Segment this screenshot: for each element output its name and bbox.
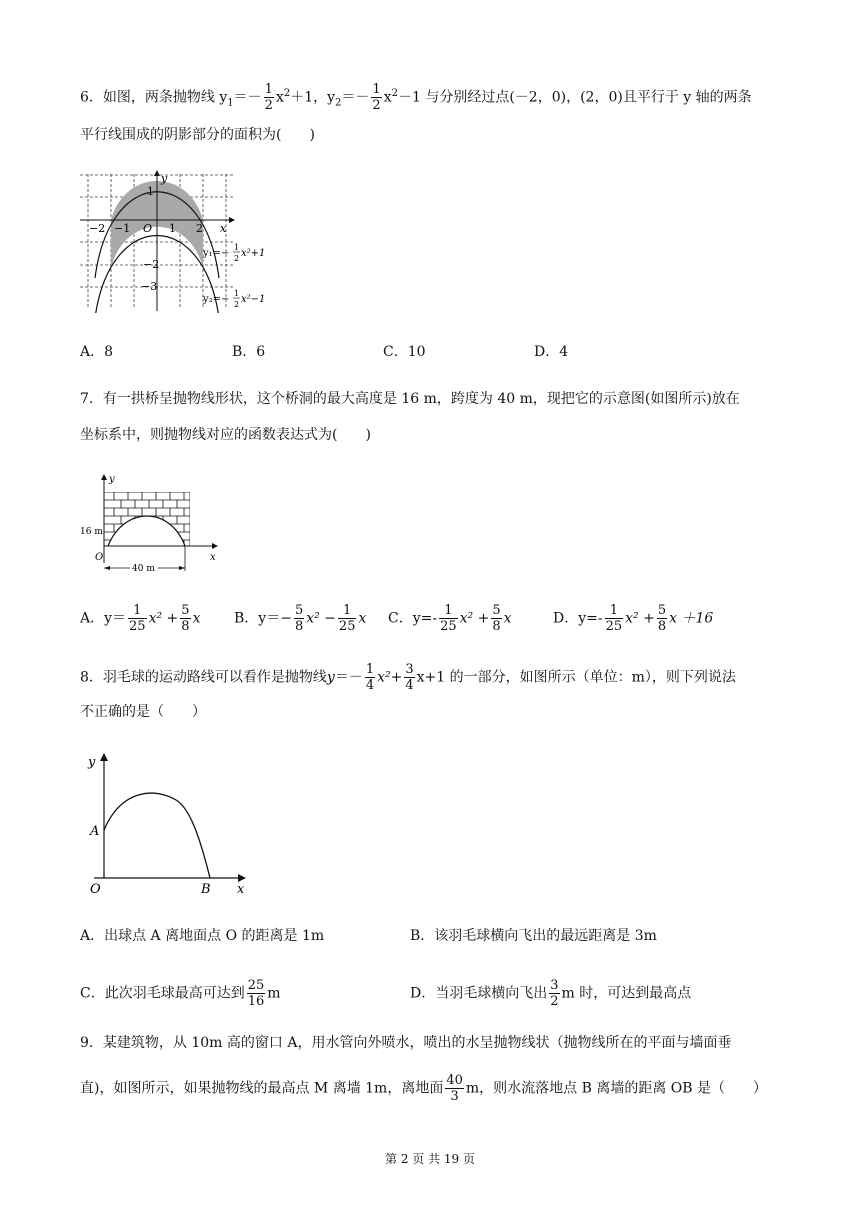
svg-text:2: 2 <box>234 300 240 309</box>
q6-option-d[interactable]: D．4 <box>534 344 569 360</box>
svg-text:2: 2 <box>196 222 203 235</box>
q6-option-b[interactable]: B．6 <box>232 344 266 360</box>
q9-line2: 直)，如图所示，如果抛物线的最高点 M 离墙 1m，离地面 $\frac{40}{3}$ m，则水流落地点 B 离墙的距离 OB 是（ ） <box>80 1073 768 1104</box>
q8-option-c[interactable]: C．此次羽毛球最高可达到 $\frac{25}{16}$ m <box>80 978 281 1009</box>
q6-option-a[interactable]: A．8 <box>80 344 114 360</box>
svg-text:−2: −2 <box>143 258 160 271</box>
svg-text:B: B <box>201 882 211 897</box>
svg-text:y: y <box>88 755 96 770</box>
q8-line2: 不正确的是（ ） <box>80 704 206 720</box>
svg-text:y₂=−: y₂=− <box>203 294 230 305</box>
q7-line1: 7．有一拱桥呈抛物线形状，这个桥洞的最大高度是 16 m，跨度为 40 m，现把它的示意图(如图所示)放在 <box>80 391 740 407</box>
svg-text:1: 1 <box>234 289 240 298</box>
q7-line2: 坐标系中，则抛物线对应的函数表达式为( ) <box>80 427 371 443</box>
q8-option-d[interactable]: D．当羽毛球横向飞出 $\frac{3}{2}$ m 时，可达到最高点 <box>410 978 692 1009</box>
svg-text:x: x <box>210 552 216 563</box>
q7-option-d[interactable]: D．y=- $\frac{1}{25}$ x² + $\frac{5}{8}$ x ＋16 <box>553 603 714 634</box>
svg-text:1: 1 <box>234 243 240 252</box>
svg-text:O: O <box>95 552 104 563</box>
svg-text:2: 2 <box>234 254 240 263</box>
svg-text:y: y <box>161 172 168 185</box>
svg-text:−2: −2 <box>89 222 106 235</box>
svg-text:16 m: 16 m <box>80 527 103 537</box>
svg-text:1: 1 <box>169 222 176 235</box>
q6-figure <box>80 168 280 313</box>
svg-text:x: x <box>220 222 227 235</box>
svg-text:y: y <box>109 474 115 485</box>
q6-line2: 平行线围成的阴影部分的面积为( ) <box>80 127 315 143</box>
shuttlecock-path <box>104 793 210 878</box>
q8-option-b[interactable]: B．该羽毛球横向飞出的最远距离是 3m <box>410 928 657 944</box>
svg-text:y₁=−: y₁=− <box>203 248 230 259</box>
page-footer: 第 2 页 共 19 页 <box>385 1152 475 1166</box>
svg-text:−1: −1 <box>114 222 131 235</box>
q8-figure <box>80 748 255 898</box>
svg-text:−3: −3 <box>141 280 158 293</box>
q8-line1: 8．羽毛球的运动路线可以看作是抛物线y＝－ $\frac{1}{4}$ x²+ $\frac{3}{4}$ x+1 的一部分，如图所示（单位：m），则下列说法 <box>80 662 736 693</box>
q7-option-b[interactable]: B．y＝− $\frac{5}{8}$ x² − $\frac{1}{25}$ x <box>234 603 367 634</box>
q7-figure <box>80 468 225 578</box>
q9-line1: 9．某建筑物，从 10m 高的窗口 A，用水管向外喷水，喷出的水呈抛物线状（抛物线所在的平面与墙面垂 <box>80 1035 732 1051</box>
q8-option-a[interactable]: A．出球点 A 离地面点 O 的距离是 1m <box>80 928 325 944</box>
svg-text:A: A <box>90 824 100 839</box>
svg-text:O: O <box>90 882 101 897</box>
q7-option-a[interactable]: A．y＝ $\frac{1}{25}$ x² + $\frac{5}{8}$ x <box>80 603 201 634</box>
svg-text:40 m: 40 m <box>132 564 155 574</box>
q7-option-c[interactable]: C．y=- $\frac{1}{25}$ x² + $\frac{5}{8}$ x <box>388 603 512 634</box>
svg-text:O: O <box>143 222 153 235</box>
q6-line1: 6．如图，两条抛物线 $y_1=-$ $\frac{1}{2}$ $x^2+1$，$y_2=-$ $\frac{1}{2}$ $x^2-1$ 与分别经过点(－2，0)，(2，0)且平行于 y 轴的两条 <box>80 82 752 113</box>
q6-option-c[interactable]: C．10 <box>383 344 426 360</box>
svg-text:x²+1: x²+1 <box>241 248 266 259</box>
svg-text:x²−1: x²−1 <box>241 294 266 305</box>
svg-text:x: x <box>237 882 245 897</box>
arch-parabola <box>108 516 185 546</box>
svg-text:1: 1 <box>147 185 154 198</box>
